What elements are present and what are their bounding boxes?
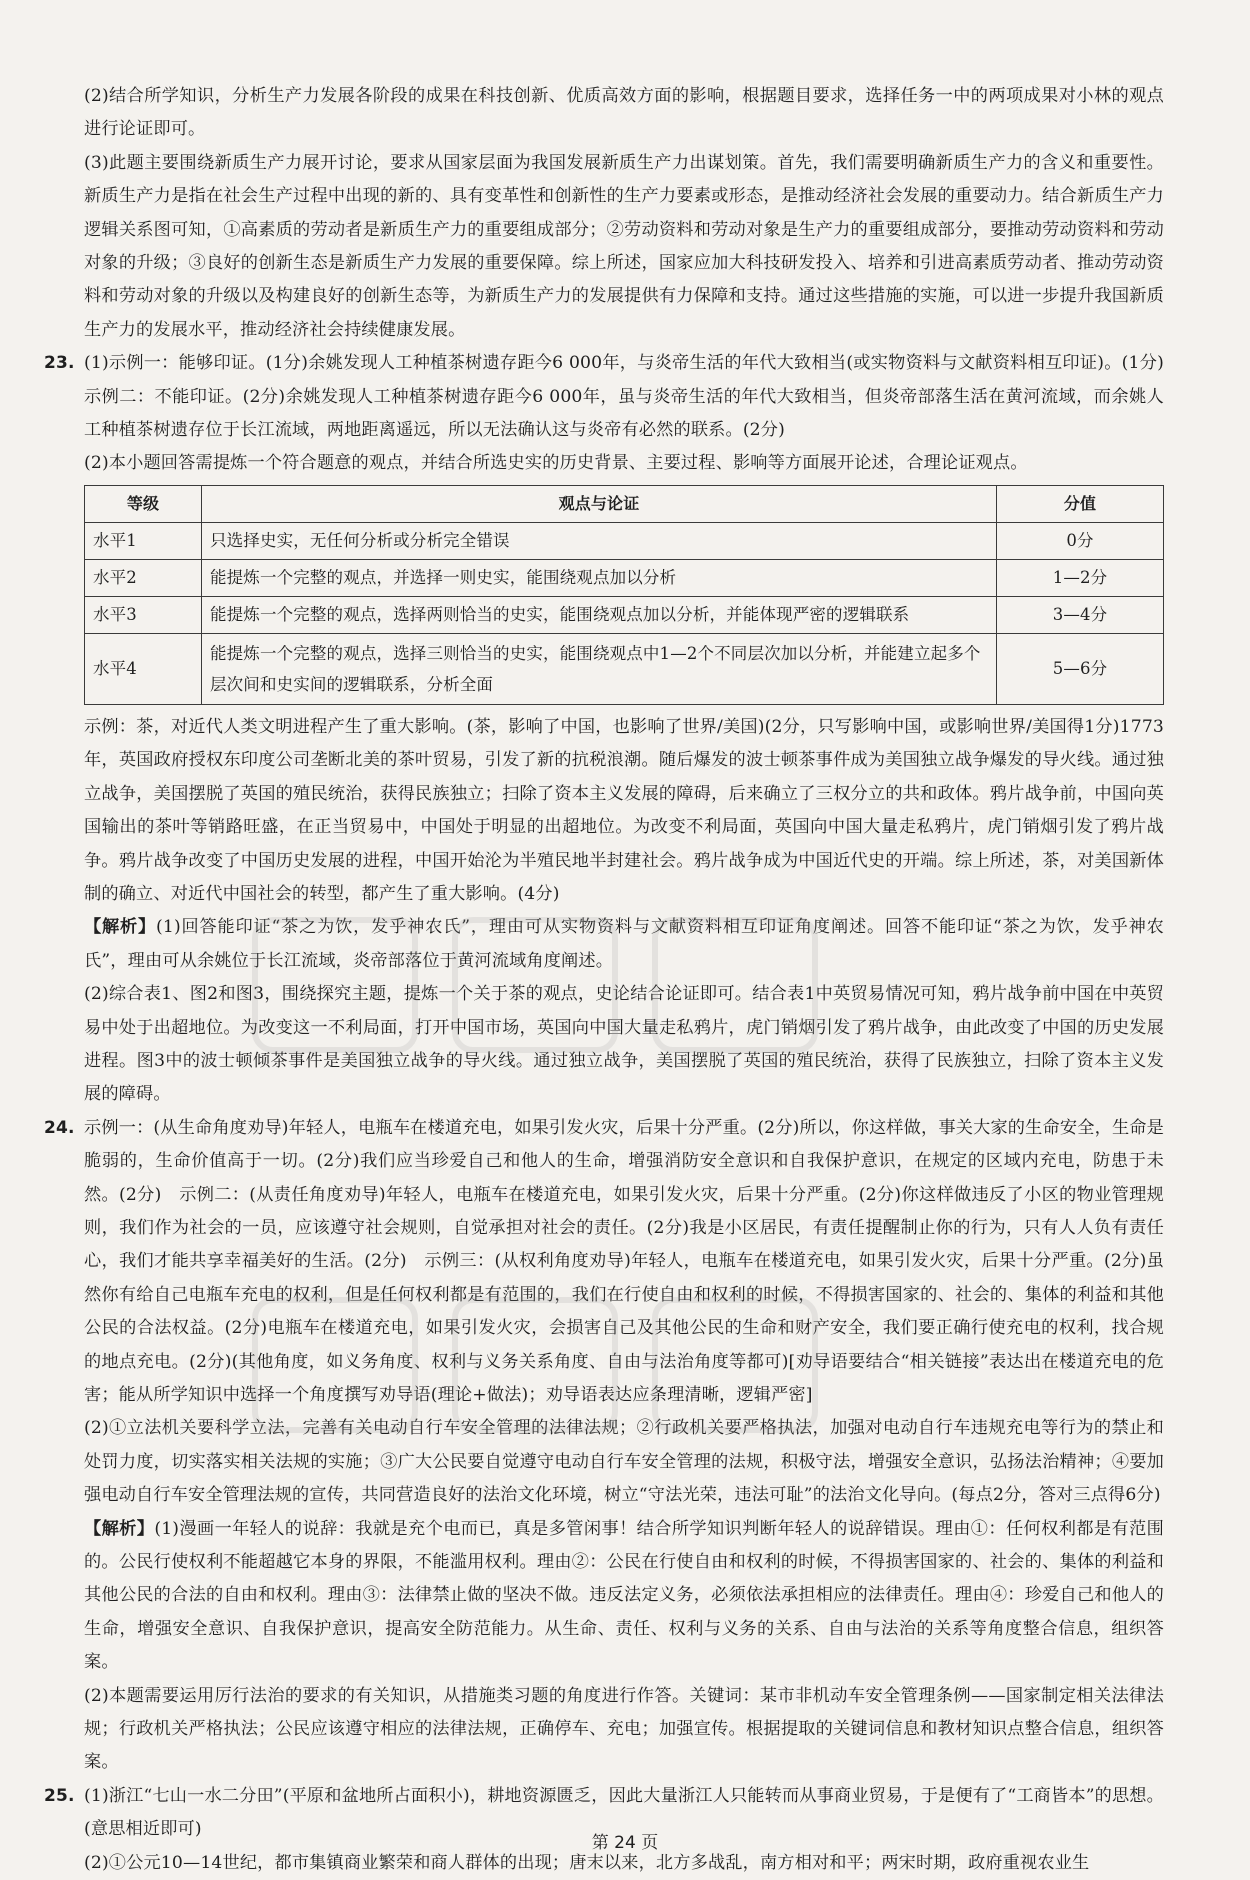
q25-part2-text: (2)①公元10—14世纪，都市集镇商业繁荣和商人群体的出现；唐末以来，北方多战乱，南方相对和平；两宋时期，政府重视农业生	[84, 1852, 1090, 1873]
row-criteria: 只选择史实，无任何分析或分析完全错误	[202, 522, 997, 559]
row-score: 5—6分	[997, 633, 1164, 704]
q23-part1-text: (1)示例一：能够印证。(1分)余姚发现人工种植茶树遗存距今6 000年，与炎帝生活的年代大致相当(或实物资料与文献资料相互印证)。(1分) 示例二：不能印证。(2分)余姚发现人工种植茶树遗存距今6 000年，虽与炎帝生活的年代大致相当，但炎帝部落生活在黄河流域，而余姚人工种植茶树遗存位于长江流域，两地距离遥远，所以无法确认这与炎帝有必然的联系。(2分)	[84, 353, 1182, 441]
table-row	[85, 633, 1164, 704]
table-row	[85, 559, 1164, 596]
question-number: 23.	[44, 353, 75, 374]
header-score: 分值	[997, 485, 1164, 522]
q24-analysis-2: (2)本题需要运用厉行法治的要求的有关知识，从措施类习题的角度进行作答。关键词：某市非机动车安全管理条例——国家制定相关法律法规；行政机关严格执法；公民应该遵守相应的法律法规，正确停车、充电；加强宣传。根据提取的关键词信息和教材知识点整合信息，组织答案。	[84, 1685, 1164, 1773]
q22-part3-text: (3)此题主要围绕新质生产力展开讨论，要求从国家层面为我国发展新质生产力出谋划策。首先，我们需要明确新质生产力的含义和重要性。新质生产力是指在社会生产过程中出现的新的、具有变革性和创新性的生产力要素或形态，是推动经济社会发展的重要动力。结合新质生产力逻辑关系图可知，①高素质的劳动者是新质生产力的重要组成部分；②劳动资料和劳动对象是生产力的重要组成部分，要推动劳动资料和劳动对象的升级；③良好的创新生态是新质生产力发展的重要保障。综上所述，国家应加大科技研发投入、培养和引进高素质劳动者、推动劳动资料和劳动对象的升级以及构建良好的创新生态等，为新质生产力的发展提供有力保障和支持。通过这些措施的实施，可以进一步提升我国新质生产力的发展水平，推动经济社会持续健康发展。	[84, 152, 1164, 340]
row-score: 0分	[997, 522, 1164, 559]
analysis-label: 【解析】	[84, 917, 157, 938]
q23-analysis-1	[84, 911, 1164, 978]
question-number: 25.	[44, 1785, 75, 1806]
table-header-row	[85, 485, 1164, 522]
q24-part1-text: 示例一：(从生命角度劝导)年轻人，电瓶车在楼道充电，如果引发火灾，后果十分严重。(2分)所以，你这样做，事关大家的生命安全，生命是脆弱的，生命价值高于一切。(2分)我们应当珍爱自己和他人的生命，增强消防安全意识和自我保护意识，在规定的区域内充电，防患于未然。(2分) 示例二：(从责任角度劝导)年轻人，电瓶车在楼道充电，如果引发火灾，后果十分严重。(2分)你这样做违反了小区的物业管理规则，我们作为社会的一员，应该遵守社会规则，自觉承担对社会的责任。(2分)我是小区居民，有责任提醒制止你的行为，只有人人负有责任心，我们才能共享幸福美好的生活。(2分) 示例三：(从权利角度劝导)年轻人，电瓶车在楼道充电，如果引发火灾，后果十分严重。(2分)虽然你有给自己电瓶车充电的权利，但是任何权利都是有范围的，我们在行使自由和权利的时候，不得损害国家的、社会的、集体的利益和其他公民的合法权益。(2分)电瓶车在楼道充电，如果引发火灾，会损害自己及其他公民的生命和财产安全，我们要正确行使充电的权利，找合规的地点充电。(2分)(其他角度，如义务角度、权利与义务关系角度、自由与法治角度等都可)[劝导语要结合“相关链接”表达出在楼道充电的危害；能从所学知识中选择一个角度撰写劝导语(理论+做法)；劝导语表达应条理清晰，逻辑严密]	[84, 1117, 1164, 1405]
row-level: 水平1	[85, 522, 202, 559]
header-level: 等级	[85, 485, 202, 522]
row-level: 水平2	[85, 559, 202, 596]
q23-analysis-2: (2)综合表1、图2和图3，围绕探究主题，提炼一个关于茶的观点，史论结合论证即可。结合表1中英贸易情况可知，鸦片战争前中国在中英贸易中处于出超地位。为改变这一不利局面，打开中国市场，英国向中国大量走私鸦片，虎门销烟引发了鸦片战争，由此改变了中国的历史发展进程。图3中的波士顿倾茶事件是美国独立战争的导火线。通过独立战争，美国摆脱了英国的殖民统治，获得了民族独立，扫除了资本主义发展的障碍。	[84, 984, 1164, 1105]
q25-part1-text: (1)浙江“七山一水二分田”(平原和盆地所占面积小)，耕地资源匮乏，因此大量浙江人只能转而从事商业贸易，于是便有了“工商皆本”的思想。(意思相近即可)	[84, 1785, 1164, 1840]
row-score: 3—4分	[997, 596, 1164, 633]
analysis-text: (1)漫画一年轻人的说辞：我就是充个电而已，真是多管闲事！结合所学知识判断年轻人的说辞错误。理由①：任何权利都是有范围的。公民行使权利不能超越它本身的界限，不能滥用权利。理由②：公民在行使自由和权利的时候，不得损害国家的、社会的、集体的利益和其他公民的合法的自由和权利。理由③：法律禁止做的坚决不做。违反法定义务，必须依法承担相应的法律责任。理由④：珍爱自己和他人的生命，增强安全意识、自我保护意识，提高安全防范能力。从生命、责任、权利与义务的关系、自由与法治的关系等角度整合信息，组织答案。	[84, 1518, 1165, 1673]
row-level: 水平4	[85, 633, 202, 704]
row-level: 水平3	[85, 596, 202, 633]
table-row	[85, 596, 1164, 633]
table-row	[85, 522, 1164, 559]
q22-part2-text: (2)结合所学知识，分析生产力发展各阶段的成果在科技创新、优质高效方面的影响，根据题目要求，选择任务一中的两项成果对小林的观点进行论证即可。	[84, 86, 1164, 140]
question-number: 24.	[44, 1117, 75, 1138]
row-score: 1—2分	[997, 559, 1164, 596]
page-content	[44, 80, 1182, 1880]
q23-example-text: 示例：茶，对近代人类文明进程产生了重大影响。(茶，影响了中国，也影响了世界/美国)(2分，只写影响中国，或影响世界/美国得1分)1773年，英国政府授权东印度公司垄断北美的茶叶贸易，引发了新的抗税浪潮。随后爆发的波士顿茶事件成为美国独立战争爆发的导火线。通过独立战争，美国摆脱了英国的殖民统治，获得民族独立；扫除了资本主义发展的障碍，后来确立了三权分立的共和政体。鸦片战争前，中国向英国输出的茶叶等销路旺盛，在正当贸易中，中国处于明显的出超地位。为改变不利局面，英国向中国大量走私鸦片，虎门销烟引发了鸦片战争。鸦片战争改变了中国历史发展的进程，中国开始沦为半殖民地半封建社会。鸦片战争成为中国近代史的开端。综上所述，茶，对美国新体制的确立、对近代中国社会的转型，都产生了重大影响。(4分)	[84, 716, 1164, 904]
analysis-label: 【解析】	[84, 1518, 155, 1539]
q24-analysis-1	[84, 1513, 1164, 1680]
q23-part2-text: (2)本小题回答需提炼一个符合题意的观点，并结合所选史实的历史背景、主要过程、影响等方面展开论述，合理论证观点。	[84, 453, 1028, 474]
page-number: 第 24 页	[591, 1833, 659, 1853]
question-24	[44, 1112, 1165, 1780]
header-criteria: 观点与论证	[202, 485, 997, 522]
q24-part2-text: (2)①立法机关要科学立法，完善有关电动自行车安全管理的法律法规；②行政机关要严格执法，加强对电动自行车违规充电等行为的禁止和处罚力度，切实落实相关法规的实施；③广大公民要自觉遵守电动自行车安全管理的法规，积极守法，增强安全意识，弘扬法治精神；④要加强电动自行车安全管理法规的宣传，共同营造良好的法治文化环境，树立“守法光荣，违法可耻”的法治文化导向。(每点2分，答对三点得6分)	[84, 1418, 1164, 1506]
row-criteria: 能提炼一个完整的观点，选择两则恰当的史实，能围绕观点加以分析，并能体现严密的逻辑联系	[202, 596, 997, 633]
grading-table	[84, 485, 1164, 705]
question-23	[44, 347, 1182, 1112]
row-criteria: 能提炼一个完整的观点，并选择一则史实，能围绕观点加以分析	[202, 559, 997, 596]
row-criteria: 能提炼一个完整的观点，选择三则恰当的史实，能围绕观点中1—2个不同层次加以分析，并能建立起多个层次间和史实间的逻辑联系，分析全面	[202, 633, 997, 704]
analysis-text: (1)回答能印证“茶之为饮，发乎神农氏”，理由可从实物资料与文献资料相互印证角度阐述。回答不能印证“茶之为饮，发乎神农氏”，理由可从余姚位于长江流域，炎帝部落位于黄河流域角度阐述。	[84, 917, 1164, 971]
